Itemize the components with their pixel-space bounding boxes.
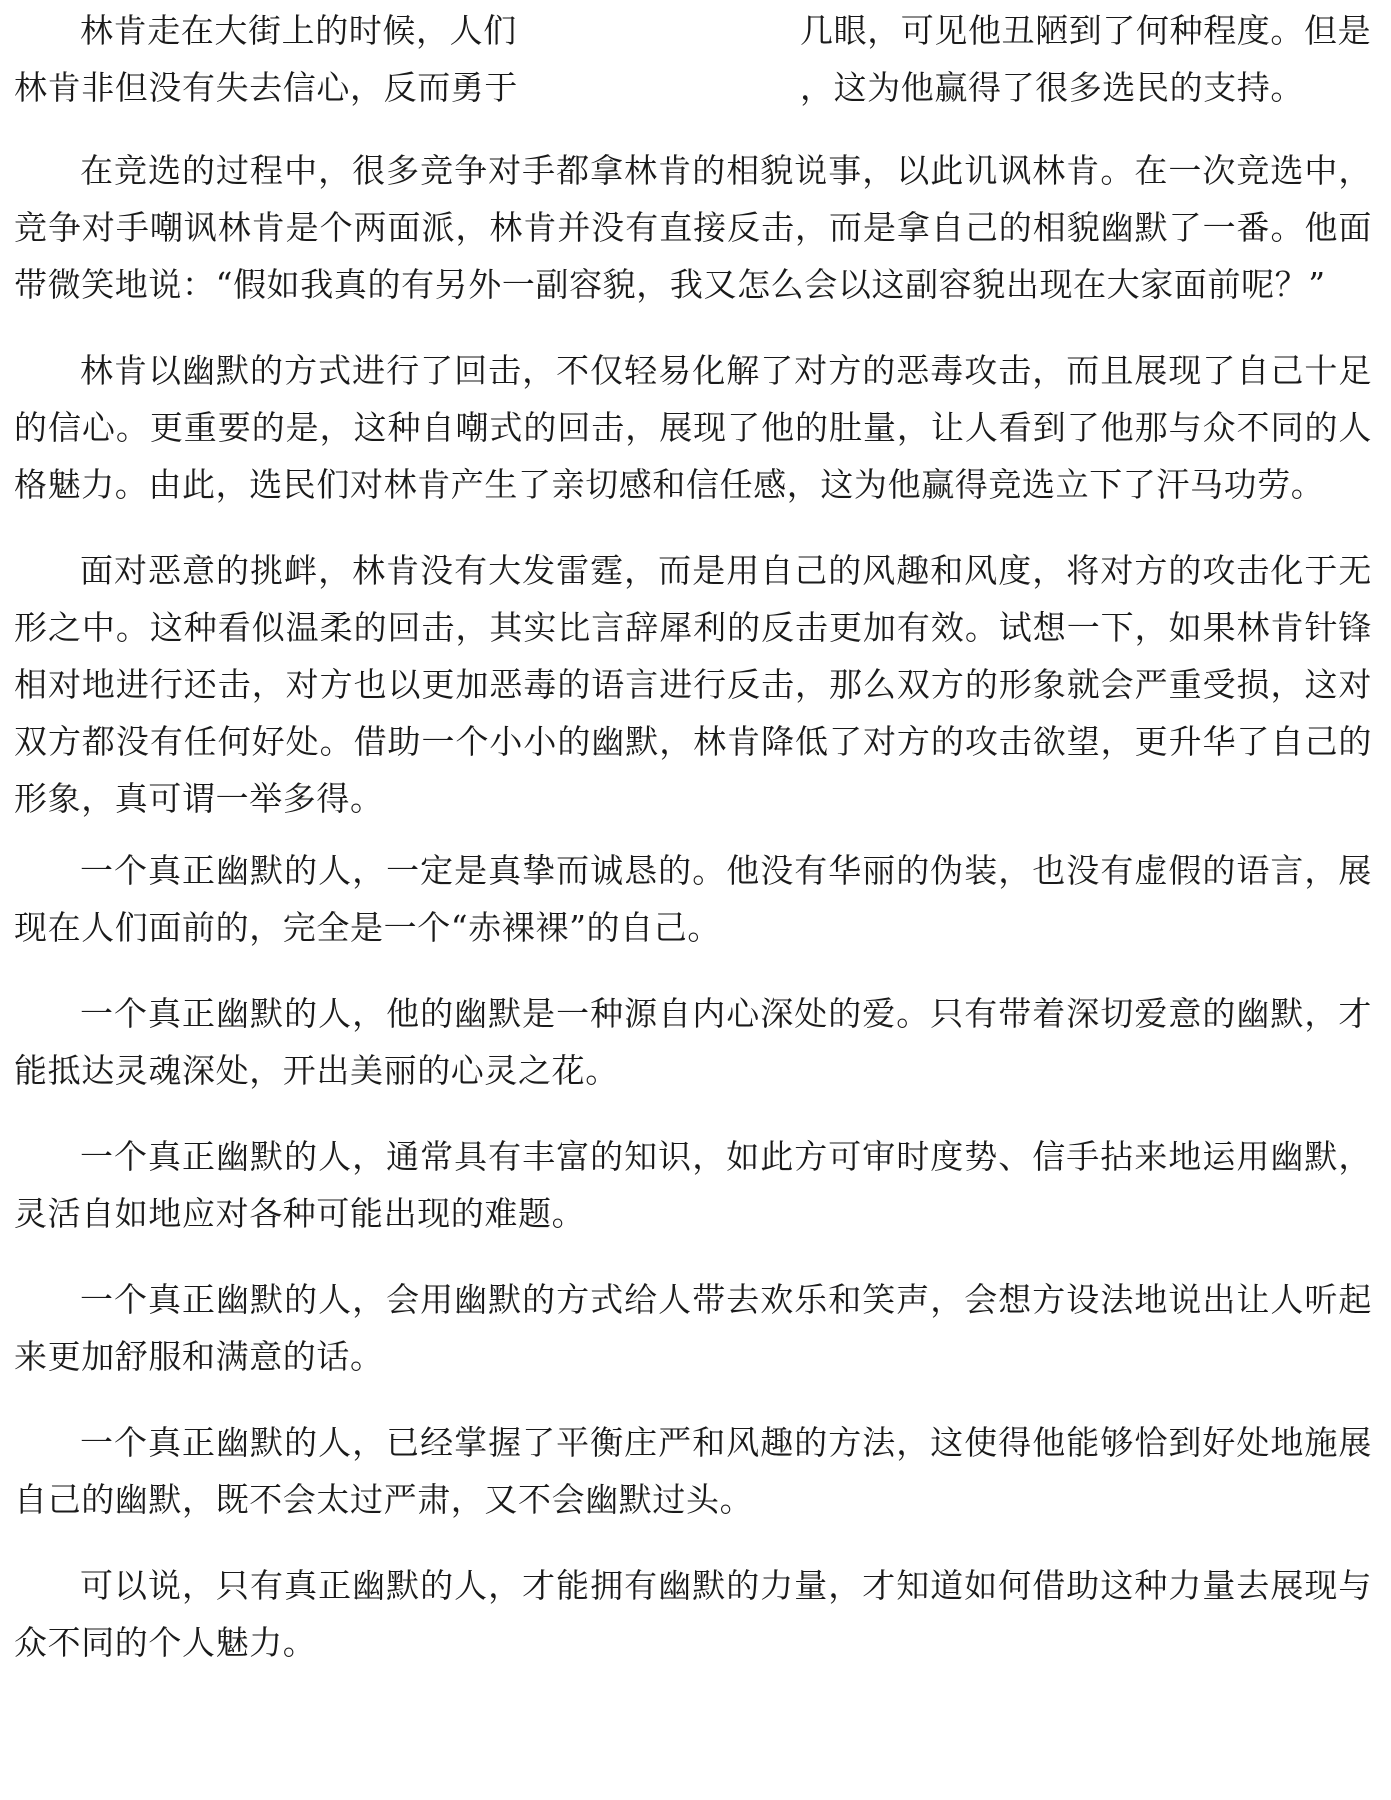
- paragraph-2: 在竞选的过程中，很多竞争对手都拿林肯的相貌说事，以此讥讽林肯。在一次竞选中，竞争对手嘲讽林肯是个两面派，林肯并没有直接反击，而是拿自己的相貌幽默了一番。他面带微笑地说：“假如我真的有另外一副容貌，我又怎么会以这副容貌出现在大家面前呢？”: [14, 151, 1372, 304]
- paragraph-1-line-1-right: 几眼，可见他丑陋到了何种程度。但是: [800, 11, 1372, 50]
- paragraph-6: 一个真正幽默的人，他的幽默是一种源自内心深处的爱。只有带着深切爱意的幽默，才能抵达灵魂深处，开出美丽的心灵之花。: [14, 994, 1372, 1090]
- paragraph-1-line-2-right: ，这为他赢得了很多选民的支持。: [800, 68, 1304, 107]
- paragraph-1-line-1-left: 林肯走在大街上的时候，人们: [80, 11, 517, 50]
- paragraph-9: 一个真正幽默的人，已经掌握了平衡庄严和风趣的方法，这使得他能够恰到好处地施展自己的幽默，既不会太过严肃，又不会幽默过头。: [14, 1423, 1372, 1519]
- paragraph-8: 一个真正幽默的人，会用幽默的方式给人带去欢乐和笑声，会想方设法地说出让人听起来更加舒服和满意的话。: [14, 1280, 1372, 1376]
- paragraph-4: 面对恶意的挑衅，林肯没有大发雷霆，而是用自己的风趣和风度，将对方的攻击化于无形之中。这种看似温柔的回击，其实比言辞犀利的反击更加有效。试想一下，如果林肯针锋相对地进行还击，对方也以更加恶毒的语言进行反击，那么双方的形象就会严重受损，这对双方都没有任何好处。借助一个小小的幽默，林肯降低了对方的攻击欲望，更升华了自己的形象，真可谓一举多得。: [14, 551, 1372, 818]
- paragraph-5: 一个真正幽默的人，一定是真挚而诚恳的。他没有华丽的伪装，也没有虚假的语言，展现在人们面前的，完全是一个“赤裸裸”的自己。: [14, 851, 1372, 947]
- paragraph-1-line-2-left: 林肯非但没有失去信心，反而勇于: [14, 68, 518, 107]
- paragraph-10: 可以说，只有真正幽默的人，才能拥有幽默的力量，才知道如何借助这种力量去展现与众不同的个人魅力。: [14, 1566, 1372, 1662]
- paragraph-3: 林肯以幽默的方式进行了回击，不仅轻易化解了对方的恶毒攻击，而且展现了自己十足的信心。更重要的是，这种自嘲式的回击，展现了他的肚量，让人看到了他那与众不同的人格魅力。由此，选民们对林肯产生了亲切感和信任感，这为他赢得竞选立下了汗马功劳。: [14, 351, 1372, 504]
- paragraph-7: 一个真正幽默的人，通常具有丰富的知识，如此方可审时度势、信手拈来地运用幽默，灵活自如地应对各种可能出现的难题。: [14, 1137, 1372, 1233]
